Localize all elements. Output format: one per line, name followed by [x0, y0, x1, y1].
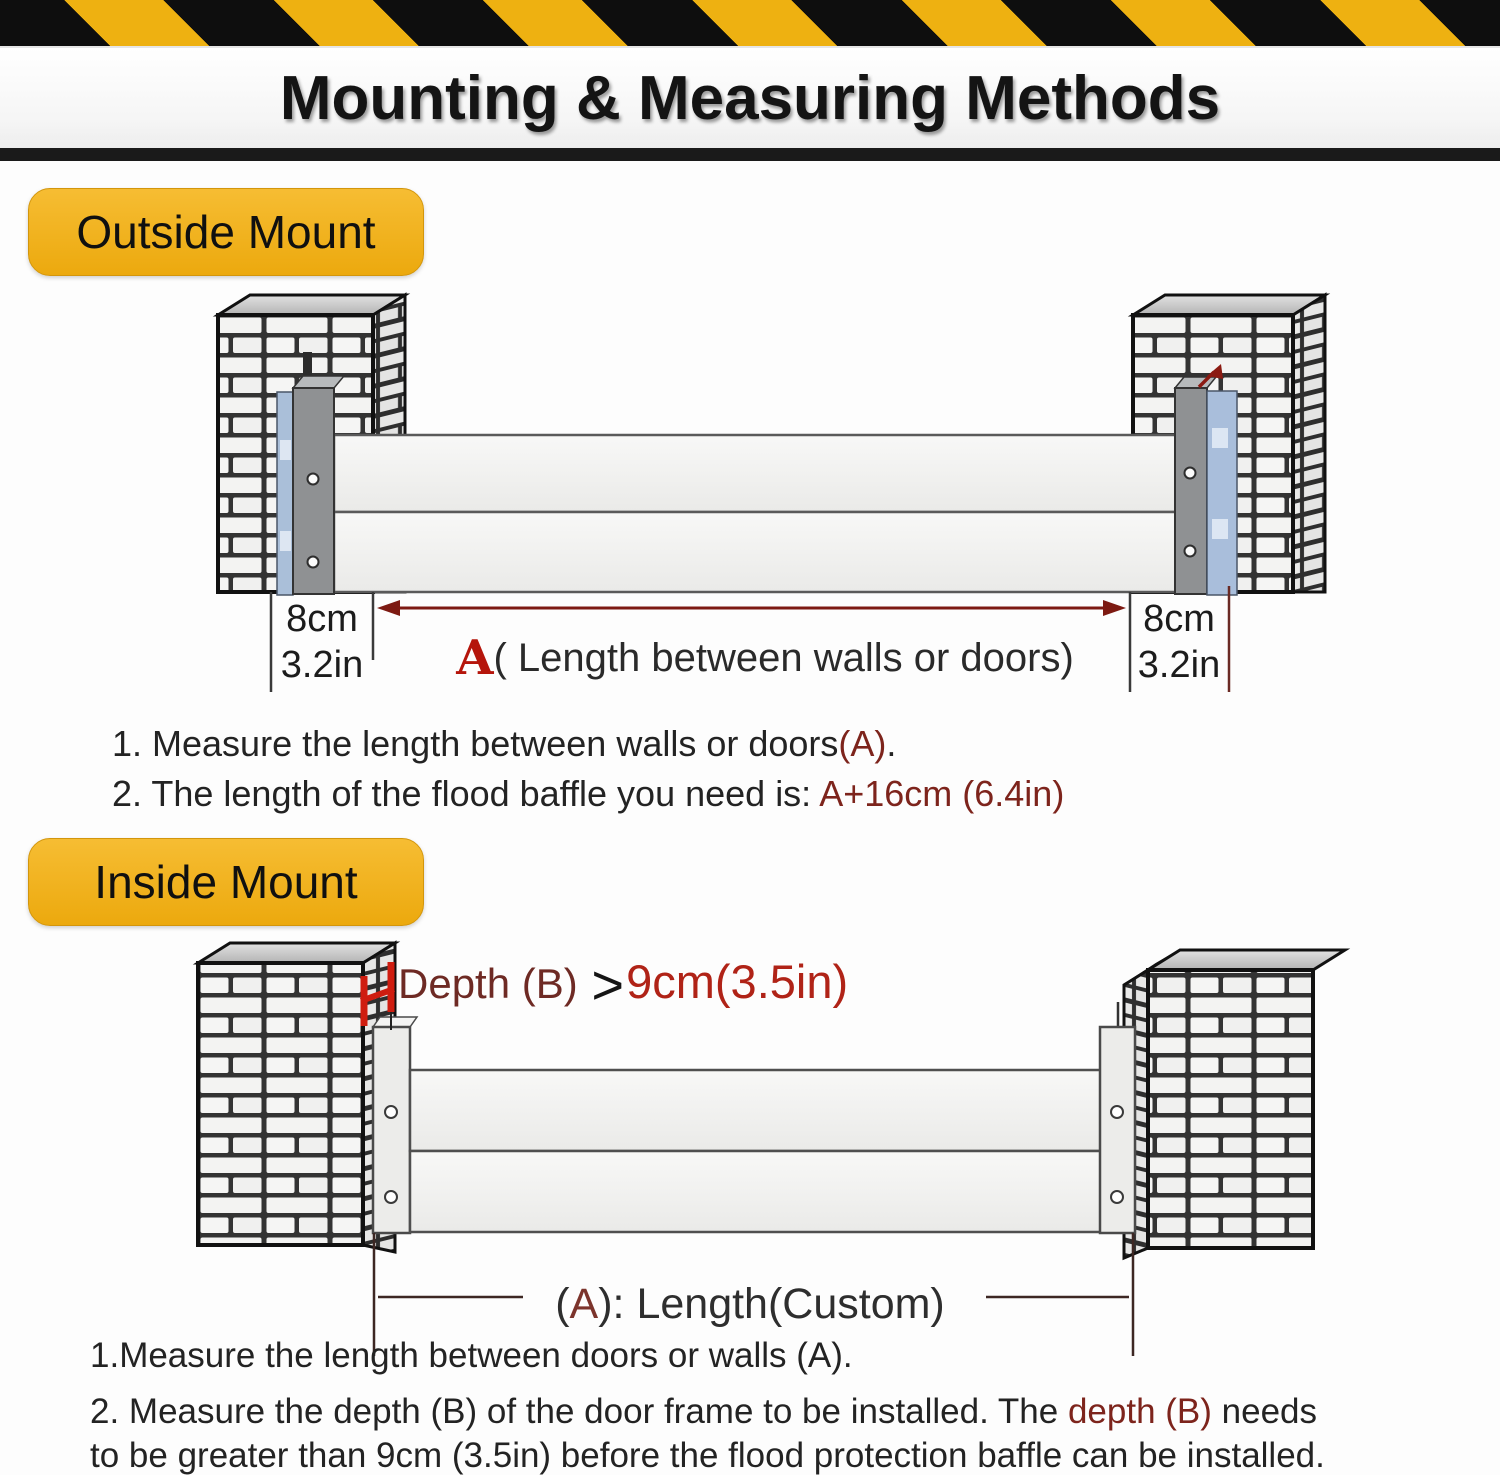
- screw-hole: [1185, 546, 1196, 557]
- flood-barrier-bottom-plank: [334, 512, 1176, 592]
- right-gap-dimension: 8cm 3.2in: [1137, 598, 1221, 686]
- right-gasket-highlight: [1212, 519, 1228, 539]
- inside-mount-instructions: [90, 1334, 1325, 1475]
- right-brick-pillar: [1148, 970, 1313, 1248]
- flood-barrier-top-plank: [334, 435, 1176, 512]
- right-seal-gasket: [1207, 391, 1237, 595]
- right-gasket-highlight: [1212, 428, 1228, 448]
- screw-hole: [1185, 468, 1196, 479]
- outside-mount-instructions: [112, 719, 1064, 819]
- outside-mount-badge: [28, 188, 424, 276]
- length-a-symbol: A: [456, 630, 494, 686]
- length-custom-annotation: (A): Length(Custom): [555, 1280, 945, 1328]
- arrowhead-left-icon: [377, 600, 400, 616]
- title-banner: [0, 48, 1500, 148]
- outside-mount-label: Outside Mount: [76, 206, 376, 258]
- greater-than-symbol: >: [591, 953, 625, 1016]
- left-seal-gasket: [277, 392, 293, 595]
- outside-step-2: 2. The length of the flood baffle you need is: A+16cm (6.4in): [112, 773, 1065, 814]
- right-pillar-cap: [1148, 950, 1345, 970]
- screw-hole: [385, 1191, 397, 1203]
- caution-stripe-banner: [0, 0, 1500, 48]
- title-underline-bar: [0, 148, 1500, 161]
- depth-annotation: [398, 952, 848, 1017]
- left-brick-pillar: [198, 963, 363, 1245]
- depth-label: Depth (B): [398, 960, 590, 1007]
- page-title: Mounting & Measuring Methods: [279, 63, 1221, 133]
- arrowhead-right-icon: [1103, 600, 1126, 616]
- left-gasket-highlight: [280, 440, 291, 460]
- flood-barrier-bottom-plank: [410, 1151, 1102, 1232]
- inside-step-1: 1.Measure the length between doors or walls (A).: [90, 1336, 853, 1375]
- inside-mount-label: Inside Mount: [94, 856, 358, 908]
- inside-mount-badge: [28, 838, 424, 926]
- screw-hole: [1111, 1191, 1123, 1203]
- screw-hole: [1111, 1106, 1123, 1118]
- length-a-annotation: A( Length between walls or doors): [456, 630, 1074, 686]
- inside-step-2-line-1: 2. Measure the depth (B) of the door frame to be installed. The depth (B) needs: [90, 1392, 1318, 1431]
- left-gap-dimension: 8cm 3.2in: [280, 598, 364, 686]
- length-a-symbol: A: [569, 1280, 599, 1328]
- left-gasket-highlight: [280, 531, 291, 551]
- right-mounting-channel: [1175, 388, 1207, 594]
- left-channel-bevel: [373, 1017, 417, 1027]
- right-pillar-side: [1293, 295, 1325, 592]
- left-channel-bevel: [293, 376, 344, 388]
- depth-value: 9cm(3.5in): [626, 955, 849, 1008]
- screw-hole: [308, 557, 319, 568]
- outside-step-1: 1. Measure the length between walls or doors(A).: [112, 723, 897, 764]
- screw-hole: [308, 474, 319, 485]
- screw-hole: [385, 1106, 397, 1118]
- flood-barrier-top-plank: [410, 1070, 1102, 1151]
- inside-step-2-line-2: to be greater than 9cm (3.5in) before the flood protection baffle can be installed.: [90, 1436, 1325, 1475]
